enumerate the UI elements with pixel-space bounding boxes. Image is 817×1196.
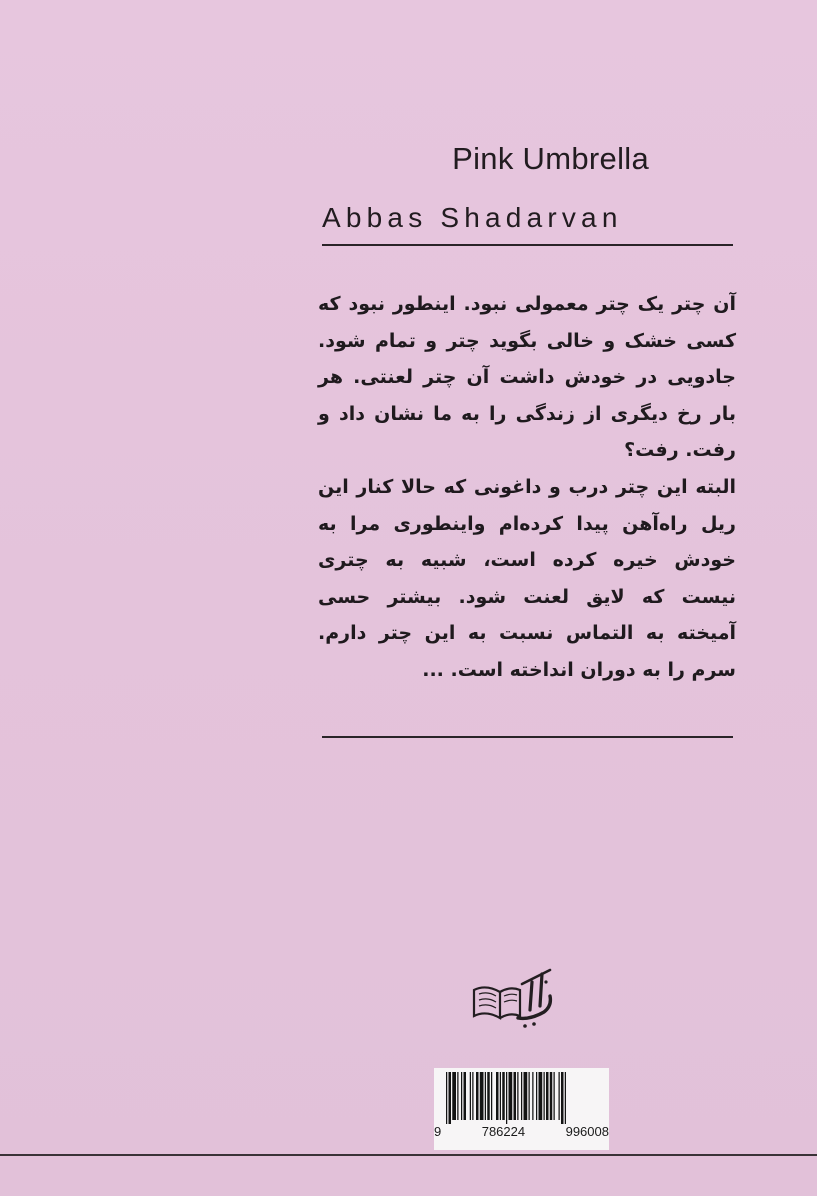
barcode-bar bbox=[452, 1072, 456, 1120]
barcode-bar bbox=[470, 1072, 471, 1120]
barcode-bars bbox=[434, 1068, 609, 1124]
barcode-bar bbox=[506, 1072, 507, 1124]
barcode-bar bbox=[461, 1072, 462, 1120]
barcode-bar bbox=[446, 1072, 447, 1124]
isbn-number bbox=[434, 1124, 609, 1139]
barcode-bar bbox=[487, 1072, 490, 1120]
barcode-bar bbox=[536, 1072, 537, 1120]
barcode-bar bbox=[476, 1072, 479, 1120]
barcode-bar bbox=[485, 1072, 486, 1120]
barcode-bar bbox=[521, 1072, 522, 1120]
barcode-bar bbox=[514, 1072, 517, 1120]
barcode-bar bbox=[529, 1072, 530, 1120]
barcode-bar bbox=[517, 1072, 518, 1120]
barcode-bar bbox=[449, 1072, 452, 1124]
barcode-bar bbox=[546, 1072, 549, 1120]
cover-bottom-edge bbox=[0, 1154, 817, 1156]
barcode-bar bbox=[554, 1072, 555, 1120]
isbn-first-digit: 9 bbox=[434, 1124, 442, 1139]
barcode-bar bbox=[496, 1072, 499, 1120]
barcode-bar bbox=[500, 1072, 501, 1120]
barcode-bar bbox=[524, 1072, 528, 1120]
barcode-bar bbox=[550, 1072, 553, 1120]
isbn-left-group: 786224 bbox=[481, 1124, 526, 1139]
barcode-bar bbox=[565, 1072, 566, 1124]
open-book-logo-icon bbox=[470, 960, 560, 1030]
barcode-bar bbox=[464, 1072, 467, 1120]
isbn-barcode bbox=[434, 1068, 609, 1150]
book-title: Pink Umbrella bbox=[452, 141, 649, 176]
barcode-bar bbox=[457, 1072, 458, 1120]
barcode-bar bbox=[472, 1072, 473, 1120]
barcode-bar bbox=[502, 1072, 505, 1120]
barcode-bar bbox=[561, 1072, 564, 1124]
blurb-text bbox=[318, 286, 736, 689]
author-name: Abbas Shadarvan bbox=[322, 202, 623, 233]
barcode-bar bbox=[491, 1072, 492, 1120]
barcode-bar bbox=[532, 1072, 533, 1120]
barcode-bar bbox=[539, 1072, 543, 1120]
blurb-paragraph: البته این چتر درب و داغونی که حالا کنار این ریل راه‌آهن پیدا کرده‌ام واینطوری مرا به خودش خیره کرده است، شبیه به چتری نیست که لایق لعنت شود. بیشتر حسی آمیخته به التماس نسبت به این چتر دارم. سرم را به دوران انداخته است. ... bbox=[318, 475, 736, 681]
barcode-bar bbox=[509, 1072, 513, 1120]
barcode-bar bbox=[480, 1072, 484, 1120]
blurb-paragraph: آن چتر یک چتر معمولی نبود. اینطور نبود که کسی خشک و خالی بگوید چتر و تمام شود. جادویی در خودش داشت آن چتر لعنتی. هر بار رخ دیگری از زندگی را به ما نشان داد و رفت. رفت؟ bbox=[318, 293, 736, 462]
title-divider bbox=[322, 244, 733, 246]
barcode-bar bbox=[559, 1072, 560, 1120]
isbn-right-group: 996008 bbox=[565, 1124, 609, 1139]
barcode-bar bbox=[544, 1072, 545, 1120]
blurb-divider bbox=[322, 736, 733, 738]
